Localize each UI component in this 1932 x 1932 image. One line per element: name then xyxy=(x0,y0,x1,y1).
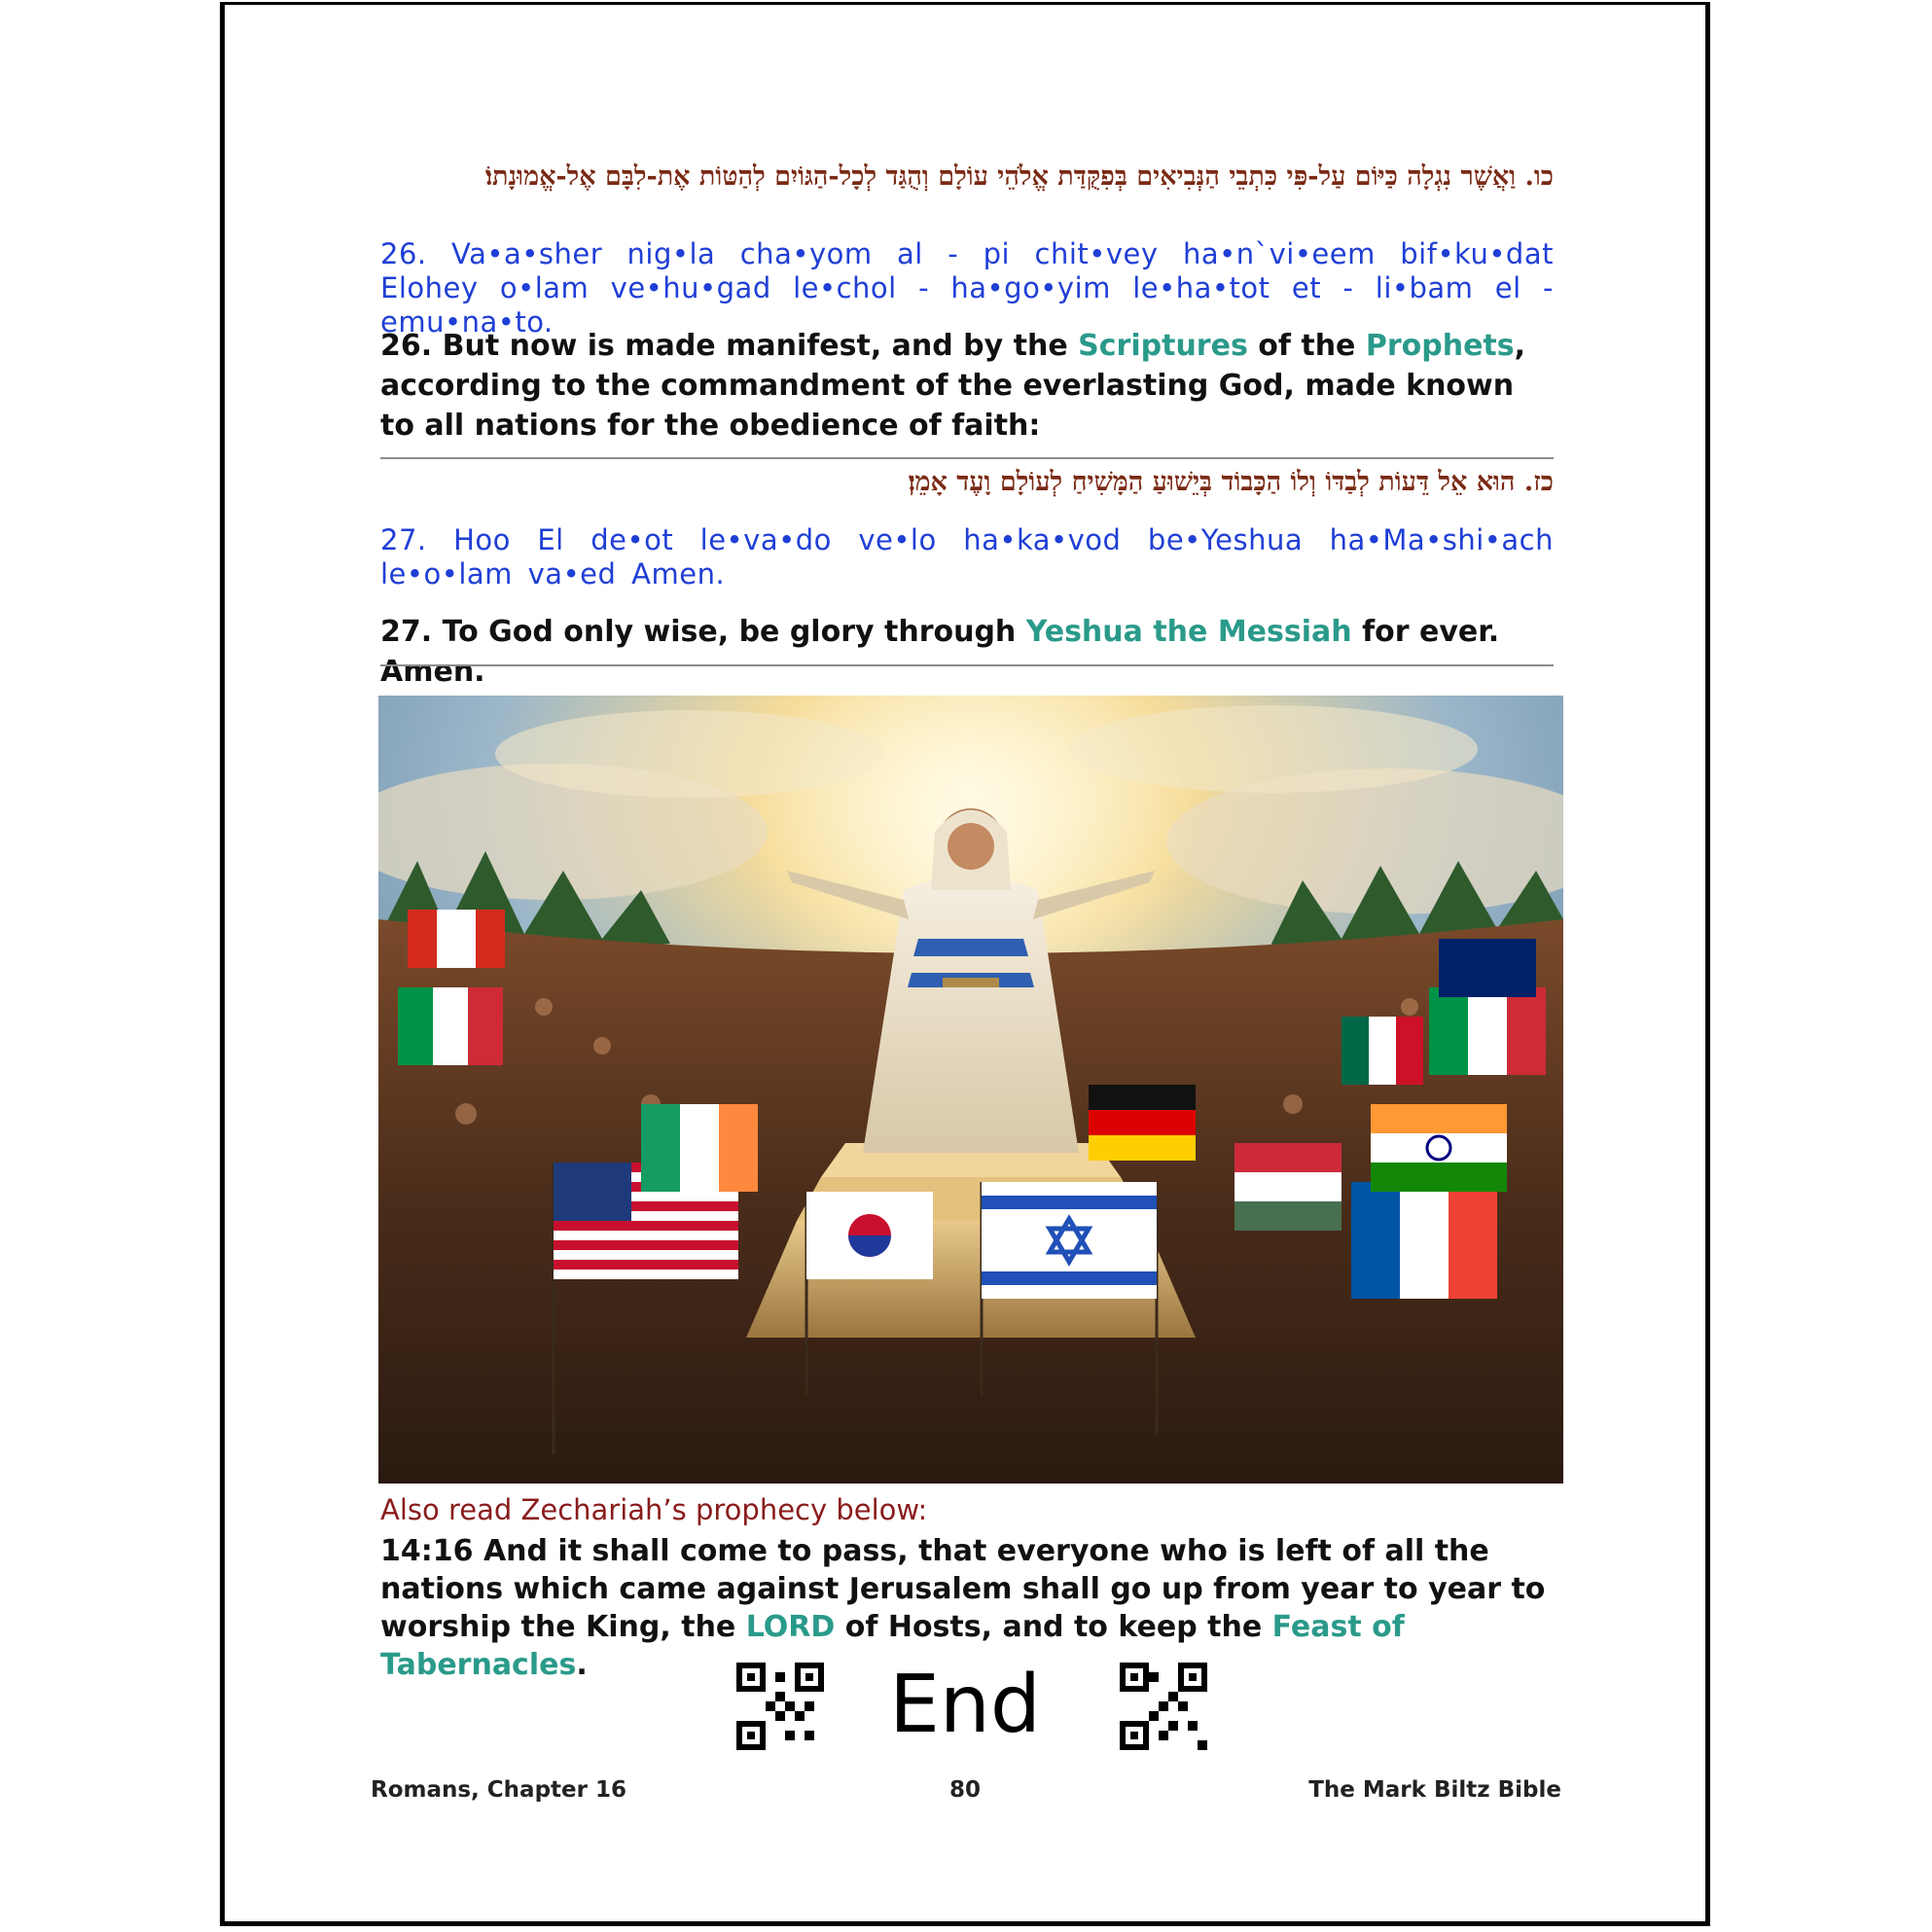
verse-26-transliteration: 26. Va•a•sher nig•la cha•yom al - pi chit•vey ha•n`vi•eem bif•ku•dat Elohey o•lam ve•hu•gad le•chol - ha•go•yim le•ha•tot et - li•bam el - emu•na•to. xyxy=(380,237,1554,339)
zechariah-intro: Also read Zechariah’s prophecy below: xyxy=(380,1493,928,1526)
verse-26-english-part3: , according to the commandment of the everlasting God, made known to all nations for the obedience of faith: xyxy=(380,329,1526,443)
divider xyxy=(380,664,1554,666)
qr-code-left[interactable] xyxy=(736,1663,824,1750)
verse-27-english-part2: for ever. Amen. xyxy=(380,615,1500,689)
footer-chapter: Romans, Chapter 16 xyxy=(371,1777,626,1803)
scriptures-link: Scriptures xyxy=(1078,329,1248,363)
verse-26-english-part1: 26. But now is made manifest, and by the xyxy=(380,329,1079,363)
page-frame xyxy=(220,2,1710,1926)
verse-26-english xyxy=(380,326,1554,446)
prophets-link: Prophets xyxy=(1365,329,1515,363)
verse-27-english-part1: 27. To God only wise, be glory through xyxy=(380,615,1026,649)
zechariah-part1: 14:16 And it shall come to pass, that everyone who is left of all the nations which came against Jerusalem shall go up from year to year to worship the King, the xyxy=(380,1534,1546,1644)
footer-book-title: The Mark Biltz Bible xyxy=(1308,1777,1561,1803)
lord-link: LORD xyxy=(745,1610,836,1644)
divider xyxy=(380,457,1554,459)
verse-26-english-part2: of the xyxy=(1247,329,1366,363)
verse-27-english xyxy=(380,612,1554,692)
yeshua-link: Yeshua the Messiah xyxy=(1025,615,1352,649)
feast-link: Feast of Tabernacles xyxy=(380,1610,1405,1682)
qr-code-right[interactable] xyxy=(1120,1663,1207,1750)
zechariah-part2: of Hosts, and to keep the xyxy=(835,1610,1272,1644)
verse-26-hebrew: כו. וַאֲשֶׁר נִגְלָה כַּיּוֹם עַל-פִּי כִּתְבֵי הַנְּבִיאִים בְּפִקֻּדַּת אֱלֹהֵי עוֹלָם וְהֻגַּד לְכָל-הַגּוֹיִם לְהַטּוֹת אֶת-לִבָּם אֶל-אֱמוּנָתוֹ׃ xyxy=(485,161,1554,192)
illustration-artwork xyxy=(378,696,1563,1484)
end-title: End xyxy=(889,1659,1041,1751)
verse-27-hebrew: כז. הוּא אֵל דֵּעוֹת לְבַדּוֹ וְלוֹ הַכָּבוֹד בְּיֵשׁוּעַ הַמָּשִׁיחַ לְעוֹלָם וָעֶד אָמֵן׃ xyxy=(908,467,1554,497)
nations-worship-illustration xyxy=(378,696,1563,1484)
page-number: 80 xyxy=(948,1777,981,1803)
zechariah-part3: . xyxy=(576,1648,588,1682)
verse-27-transliteration: 27. Hoo El de•ot le•va•do ve•lo ha•ka•vod be•Yeshua ha•Ma•shi•ach le•o•lam va•ed Amen. xyxy=(380,523,1554,590)
